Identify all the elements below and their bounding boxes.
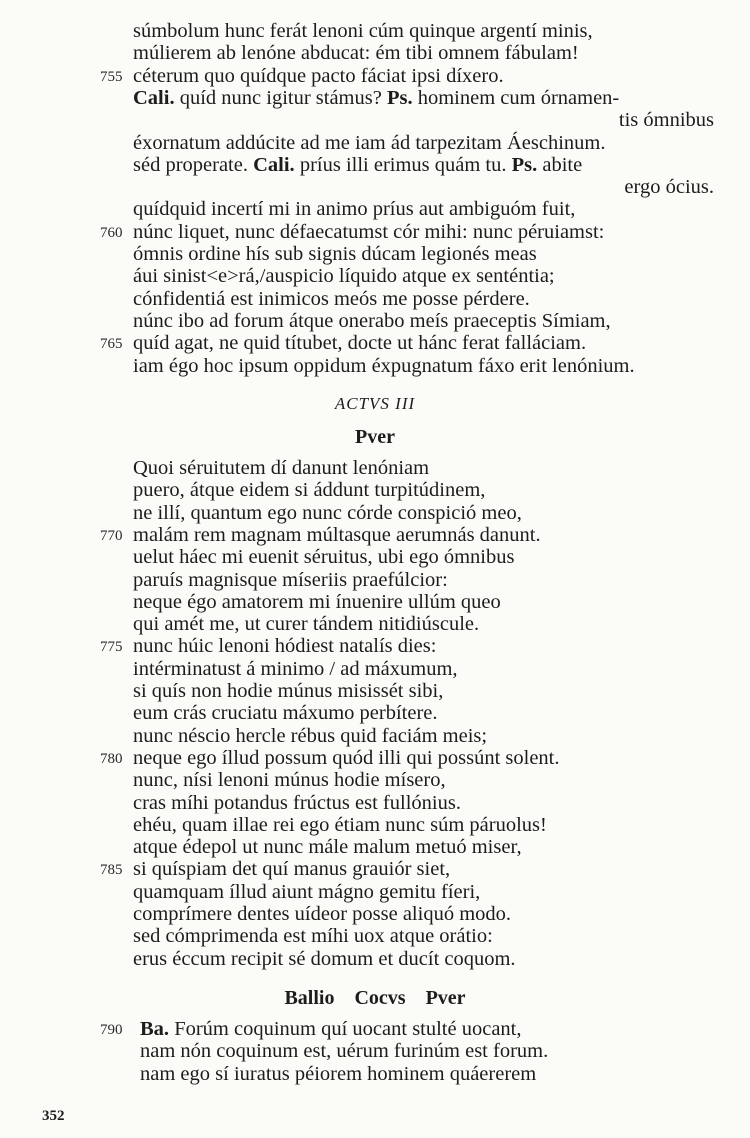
verse-fragment: ehéu, quam illae rei ego étiam nunc súm páruolus! <box>133 813 547 836</box>
verse-line <box>0 309 750 333</box>
verse-fragment: tis ómnibus <box>618 109 714 132</box>
scene-heading-ballio-cocus-puer: Ballio Cocvs Pver <box>284 987 466 1009</box>
line-number: 770 <box>100 527 123 544</box>
verse-line <box>0 220 750 244</box>
verse-text <box>140 1039 548 1063</box>
verse-fragment: cras míhi potandus frúctus est fullónius. <box>133 791 461 814</box>
verse-text <box>133 153 582 177</box>
verse-fragment: éxornatum addúcite ad me iam ád tarpezitam Áeschinum. <box>133 131 606 154</box>
verse-text <box>133 478 485 502</box>
speaker-name: Cali. <box>253 153 295 176</box>
verse-fragment: príus illi erimus quám tu. <box>294 153 512 176</box>
verse-fragment: erus éccum recipit sé domum et ducít coquom. <box>133 947 516 970</box>
verse-line <box>0 242 750 266</box>
verse-text <box>133 331 586 355</box>
verse-fragment: comprímere dentes uídeor posse aliquó modo. <box>133 903 512 925</box>
verse-fragment: ergo ócius. <box>624 176 714 199</box>
verse-fragment: eum crás cruciatu máxumo perbítere. <box>133 702 438 725</box>
verse-line <box>0 456 750 480</box>
scene-heading-puer: Pver <box>355 426 395 448</box>
verse-fragment: núnc ibo ad forum átque onerabo meís praeceptis Símiam, <box>133 309 611 332</box>
verse-text <box>133 523 541 547</box>
verse-line <box>0 590 750 614</box>
verse-line <box>0 813 750 837</box>
line-number: 765 <box>100 336 123 353</box>
verse-line <box>0 902 750 926</box>
verse-line <box>0 131 750 155</box>
verse-fragment: Forúm coquinum quí uocant stulté uocant, <box>169 1018 522 1040</box>
verse-line <box>0 835 750 859</box>
verse-fragment: nunc néscio hercle rébus quid faciám meis; <box>133 724 488 747</box>
verse-line <box>0 880 750 904</box>
verse-text <box>624 175 714 199</box>
verse-fragment: Quoi séruitutem dí danunt lenóniam <box>133 457 430 479</box>
verse-line <box>0 545 750 569</box>
act-heading: ACTVS III <box>334 394 416 413</box>
verse-text <box>133 242 537 266</box>
verse-text <box>140 1062 536 1086</box>
verse-text <box>133 568 448 592</box>
verse-fragment: neque ego íllud possum quód illi qui possúnt solent. <box>133 746 560 769</box>
verse-line <box>0 657 750 681</box>
verse-line <box>0 568 750 592</box>
verse-line <box>0 612 750 636</box>
verse-fragment: céterum quo quídque pacto fáciat ipsi díxero. <box>133 64 504 87</box>
verse-line <box>0 1062 750 1086</box>
verse-text <box>133 791 461 815</box>
verse-fragment: nunc, nísi lenoni múnus hodie mísero, <box>133 769 446 792</box>
verse-fragment: cónfidentiá est inimicos meós me posse pérdere. <box>133 287 530 310</box>
verse-line <box>0 197 750 221</box>
verse-line <box>0 264 750 288</box>
verse-line <box>0 331 750 355</box>
verse-fragment: abite <box>537 153 583 176</box>
verse-fragment: súmbolum hunc ferát lenoni cúm quinque argentí minis, <box>133 20 593 42</box>
verse-fragment: ómnis ordine hís sub signis dúcam legionés meas <box>133 243 537 265</box>
verse-line <box>0 287 750 311</box>
verse-line <box>0 746 750 770</box>
verse-fragment: quamquam íllud aiunt mágno gemitu fíeri, <box>133 880 481 903</box>
verse-text <box>133 880 480 904</box>
verse-fragment: hominem cum órnamen- <box>412 86 620 109</box>
verse-fragment: iam égo hoc ipsum oppidum éxpugnatum fáxo erit lenónium. <box>133 354 635 377</box>
verse-text <box>133 287 530 311</box>
verse-fragment: paruís magnisque míseriis praefúlcior: <box>133 568 448 591</box>
verse-line <box>0 153 750 177</box>
line-number: 785 <box>100 862 123 879</box>
verse-text <box>133 612 479 636</box>
verse-line <box>0 64 750 88</box>
verse-line <box>0 1039 750 1063</box>
verse-text <box>133 501 522 525</box>
verse-text <box>133 220 604 244</box>
verse-fragment: neque égo amatorem mi ínuenire ullúm queo <box>133 590 501 613</box>
speaker-name: Ps. <box>511 153 538 176</box>
verse-line <box>0 924 750 948</box>
verse-line <box>0 634 750 658</box>
verse-text <box>133 835 522 859</box>
verse-line <box>0 791 750 815</box>
verse-fragment: atque édepol ut nunc mále malum metuó miser, <box>133 836 522 859</box>
speaker-name: Ba. <box>140 1018 170 1040</box>
verse-fragment: múlierem ab lenóne abducat: ém tibi omnem fábulam! <box>133 42 579 65</box>
verse-text <box>133 131 605 155</box>
verse-line <box>0 41 750 65</box>
verse-fragment: quíd agat, ne quid títubet, docte ut hánc ferat falláciam. <box>133 332 587 355</box>
verse-fragment: nunc húic lenoni hódiest natalís dies: <box>133 635 437 658</box>
verse-line <box>0 86 750 110</box>
verse-line <box>0 1017 750 1041</box>
verse-text <box>133 657 458 681</box>
verse-fragment: malám rem magnam múltasque aerumnás danunt. <box>133 523 541 546</box>
line-number: 790 <box>100 1022 123 1038</box>
verse-line <box>0 478 750 502</box>
verse-line <box>0 768 750 792</box>
verse-line <box>0 679 750 703</box>
verse-line <box>0 523 750 547</box>
verse-fragment: quídquid incertí mi in animo príus aut ambiguóm fuit, <box>133 198 576 221</box>
verse-line <box>0 724 750 748</box>
verse-fragment: nam nón coquinum est, uérum furinúm est forum. <box>140 1040 549 1063</box>
verse-text <box>133 19 593 43</box>
verse-text <box>133 701 438 725</box>
verse-fragment: áui sinist<e>rá,/auspicio líquido atque ex senténtia; <box>133 265 555 288</box>
verse-line <box>0 857 750 881</box>
verse-fragment: quíd nunc igitur stámus? <box>174 86 387 109</box>
line-number: 780 <box>100 750 123 767</box>
verse-text <box>133 679 443 703</box>
line-number: 755 <box>100 68 123 85</box>
verse-text <box>133 456 429 480</box>
verse-text <box>133 746 560 770</box>
verse-text <box>133 947 516 971</box>
line-number: 775 <box>100 639 123 656</box>
verse-fragment: sed cómprimenda est míhi uox atque orátio: <box>133 925 493 948</box>
verse-text <box>133 724 487 748</box>
verse-text <box>133 264 555 288</box>
verse-text <box>133 197 575 221</box>
verse-text <box>133 768 446 792</box>
verse-line <box>0 947 750 971</box>
verse-fragment: nam ego sí iuratus péiorem hominem quáererem <box>140 1062 537 1085</box>
verse-text <box>133 41 579 65</box>
verse-fragment: si quís non hodie múnus misissét sibi, <box>133 680 444 702</box>
verse-text <box>133 924 493 948</box>
line-number: 760 <box>100 224 123 241</box>
verse-text <box>133 813 547 837</box>
verse-fragment: núnc liquet, nunc défaecatumst cór mihi: nunc péruiamst: <box>133 220 605 243</box>
verse-line <box>0 175 750 199</box>
verse-text <box>133 545 514 569</box>
verse-text <box>619 108 714 132</box>
verse-text <box>140 1017 522 1041</box>
verse-fragment: intérminatust á minimo / ad máxumum, <box>133 657 458 680</box>
verse-text <box>133 634 436 658</box>
verse-line <box>0 501 750 525</box>
verse-fragment: séd properate. <box>133 153 254 176</box>
verse-text <box>133 86 619 110</box>
verse-text <box>133 309 611 333</box>
verse-text <box>133 590 501 614</box>
verse-fragment: puero, átque eidem si áddunt turpitúdinem, <box>133 479 486 502</box>
verse-text <box>133 902 511 926</box>
verse-fragment: uelut háec mi euenit séruitus, ubi ego ómnibus <box>133 546 515 569</box>
verse-text <box>133 857 450 881</box>
verse-fragment: qui amét me, ut curer tándem nitidiúscule. <box>133 613 480 636</box>
verse-line <box>0 354 750 378</box>
speaker-name: Ps. <box>386 86 413 109</box>
verse-text <box>133 64 504 88</box>
verse-fragment: ne illí, quantum ego nunc córde conspició meo, <box>133 501 522 524</box>
speaker-name: Cali. <box>133 86 175 109</box>
verse-fragment: si quíspiam det quí manus grauiór siet, <box>133 858 451 881</box>
verse-line <box>0 108 750 132</box>
verse-line <box>0 701 750 725</box>
verse-line <box>0 19 750 43</box>
page-number: 352 <box>42 1108 65 1124</box>
verse-text <box>133 354 635 378</box>
